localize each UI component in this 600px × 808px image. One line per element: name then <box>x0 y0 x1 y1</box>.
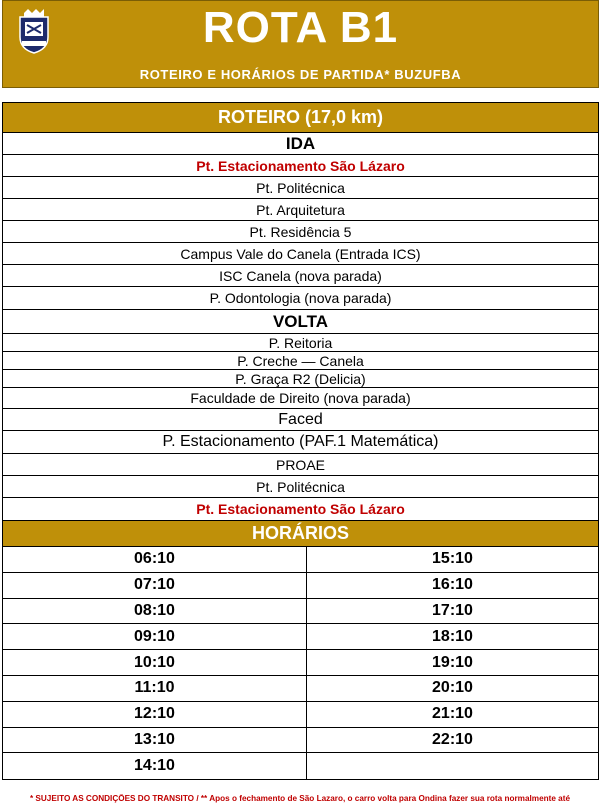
departure-time: 13:10 <box>3 728 307 754</box>
schedule-heading: HORÁRIOS <box>3 521 598 547</box>
departure-time: 22:10 <box>307 728 598 754</box>
ida-label: IDA <box>3 133 598 155</box>
departure-time: 20:10 <box>307 676 598 702</box>
route-table <box>2 102 599 780</box>
route-stop: Faced <box>3 409 598 431</box>
volta-label: VOLTA <box>3 310 598 334</box>
route-stop: Pt. Estacionamento São Lázaro <box>3 498 598 521</box>
route-stop: P. Creche — Canela <box>3 352 598 370</box>
departure-time: 08:10 <box>3 599 307 625</box>
departure-time: 09:10 <box>3 624 307 650</box>
route-stop: ISC Canela (nova parada) <box>3 265 598 287</box>
footer-note: * SUJEITO AS CONDIÇÕES DO TRANSITO / ** Apos o fechamento de São Lazaro, o carro volta para Ondina fazer sua rota normalmente até <box>29 794 571 803</box>
schedule-grid <box>3 547 598 779</box>
route-heading: ROTEIRO (17,0 km) <box>3 103 598 133</box>
route-stop: P. Estacionamento (PAF.1 Matemática) <box>3 431 598 454</box>
route-stop: P. Graça R2 (Delicia) <box>3 370 598 388</box>
page-subtitle: ROTEIRO E HORÁRIOS DE PARTIDA* BUZUFBA <box>139 67 462 82</box>
route-stop: P. Odontologia (nova parada) <box>3 287 598 310</box>
route-stop: Pt. Estacionamento São Lázaro <box>3 155 598 177</box>
route-stop: PROAE <box>3 454 598 476</box>
route-stop: P. Reitoria <box>3 334 598 352</box>
page-title: ROTA B1 <box>202 3 399 52</box>
route-stop: Campus Vale do Canela (Entrada ICS) <box>3 243 598 265</box>
header-banner <box>2 0 599 88</box>
departure-time: 15:10 <box>307 547 598 573</box>
departure-time: 17:10 <box>307 599 598 625</box>
volta-stop-list <box>3 334 598 521</box>
departure-time: 18:10 <box>307 624 598 650</box>
route-stop: Pt. Politécnica <box>3 476 598 498</box>
route-stop: Pt. Residência 5 <box>3 221 598 243</box>
route-stop: Faculdade de Direito (nova parada) <box>3 388 598 409</box>
departure-time: 16:10 <box>307 573 598 599</box>
departure-time: 21:10 <box>307 702 598 728</box>
departure-time: 11:10 <box>3 676 307 702</box>
departure-time: 10:10 <box>3 650 307 676</box>
route-stop: Pt. Arquitetura <box>3 199 598 221</box>
departure-time: 12:10 <box>3 702 307 728</box>
route-stop: Pt. Politécnica <box>3 177 598 199</box>
departure-time <box>307 753 598 779</box>
departure-time: 07:10 <box>3 573 307 599</box>
departure-time: 19:10 <box>307 650 598 676</box>
ida-stop-list <box>3 155 598 310</box>
departure-time: 06:10 <box>3 547 307 573</box>
departure-time: 14:10 <box>3 753 307 779</box>
